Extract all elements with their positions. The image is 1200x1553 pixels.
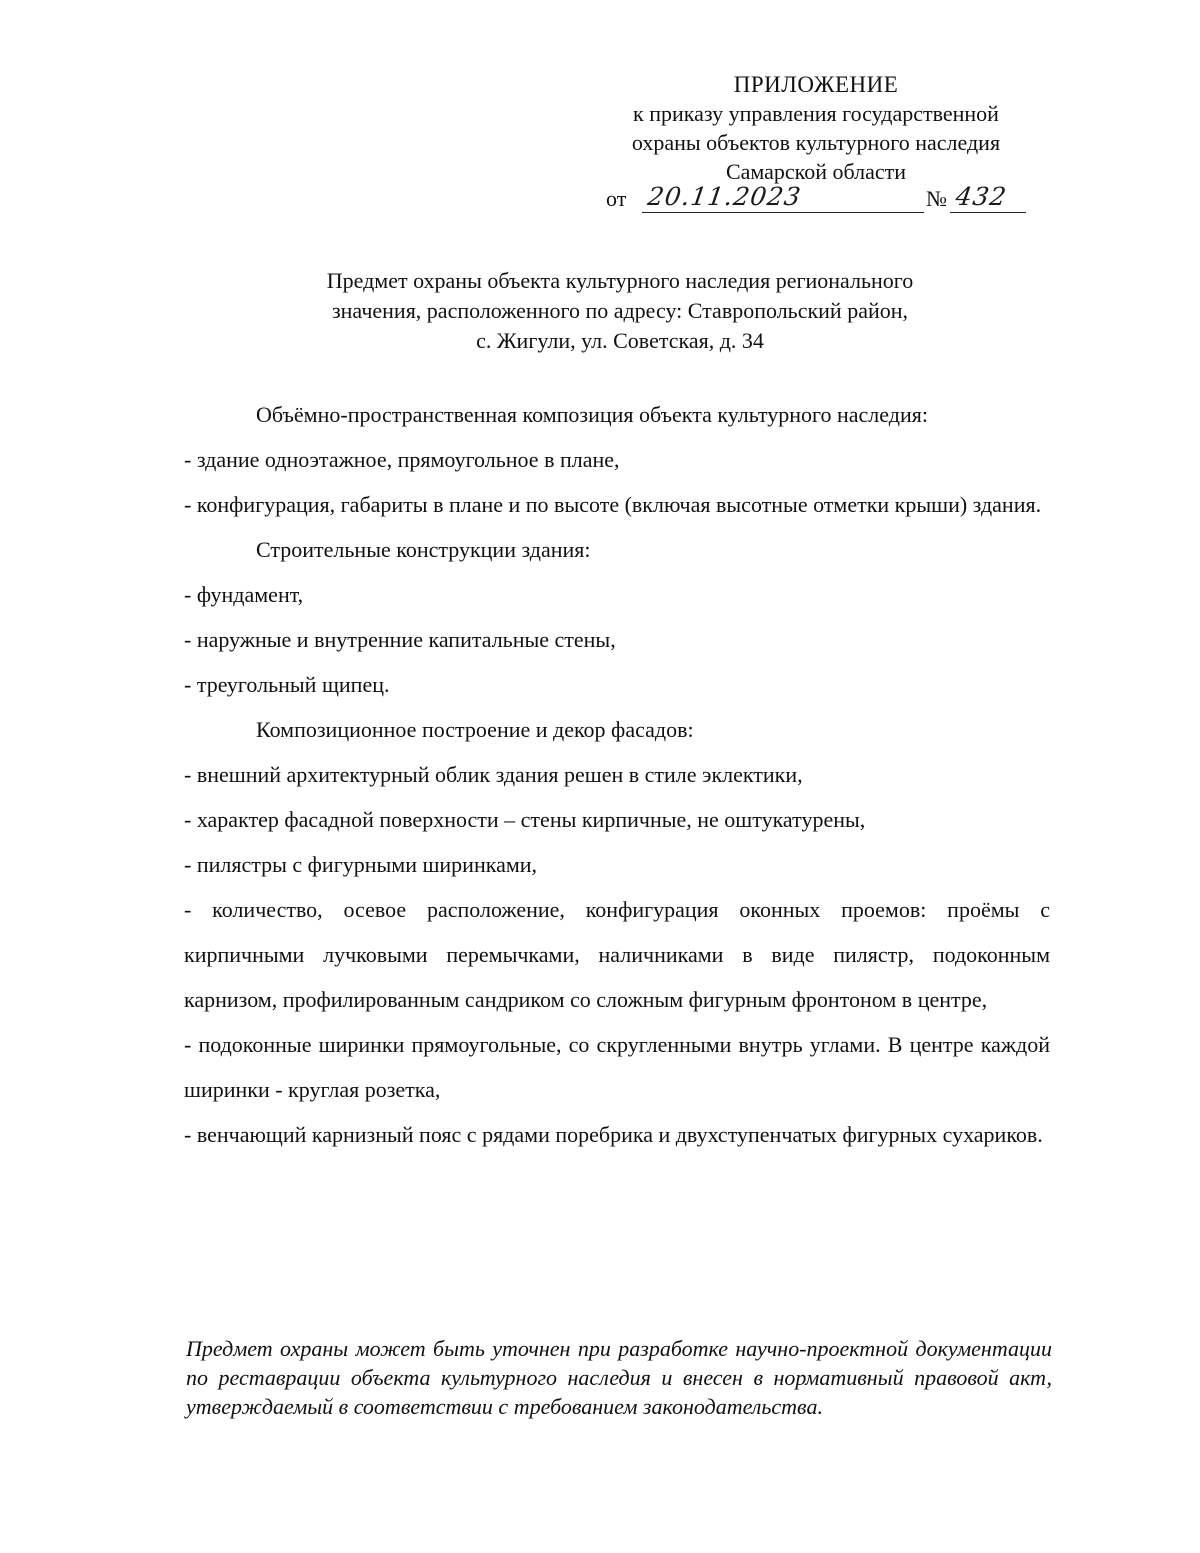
section-title-structures: Строительные конструкции здания: <box>256 537 591 562</box>
section-title-facades: Композиционное построение и декор фасадов: <box>256 717 694 742</box>
list-item: - подоконные ширинки прямоугольные, со скругленными внутрь углами. В центре каждой ширинки - круглая розетка, <box>184 1032 1050 1102</box>
date-prefix: от <box>606 186 627 211</box>
order-date-number <box>604 182 1034 216</box>
section-title-composition: Объёмно-пространственная композиция объекта культурного наследия: <box>256 402 928 427</box>
list-item: - внешний архитектурный облик здания решен в стиле эклектики, <box>184 762 803 787</box>
list-item: - фундамент, <box>184 582 304 607</box>
list-item: - здание одноэтажное, прямоугольное в плане, <box>184 447 620 472</box>
list-item: - венчающий карнизный пояс с рядами поребрика и двухступенчатых фигурных сухариков. <box>184 1122 1043 1147</box>
heading-line-1: Предмет охраны объекта культурного наследия регионального <box>326 268 914 293</box>
list-item: - пилястры с фигурными ширинками, <box>184 852 538 877</box>
list-item: - количество, осевое расположение, конфигурация оконных проемов: проёмы с кирпичными лучковыми перемычками, наличниками в виде пилястр, подоконным карнизом, профилированным сандриком со сложным фигурным фронтоном в центре, <box>184 897 1050 1012</box>
list-item: - наружные и внутренние капитальные стены, <box>184 627 616 652</box>
handwritten-date: 20.11.2023 <box>645 182 804 211</box>
italic-note: Предмет охраны может быть уточнен при разработке научно-проектной документации по реставрации объекта культурного наследия и внесен в нормативный правовой акт, утверждаемый в соответствии с требованием законодательства. <box>186 1336 1052 1419</box>
handwritten-number: 432 <box>953 182 1009 211</box>
number-underline <box>950 212 1026 213</box>
appendix-line-3: Самарской области <box>725 159 907 184</box>
list-item: - конфигурация, габариты в плане и по высоте (включая высотные отметки крыши) здания. <box>184 492 1042 517</box>
appendix-title: ПРИЛОЖЕНИЕ <box>733 72 899 97</box>
document-body <box>184 392 1050 1157</box>
number-prefix: № <box>926 186 947 211</box>
list-item: - характер фасадной поверхности – стены кирпичные, не оштукатурены, <box>184 807 866 832</box>
heading-line-2: значения, расположенного по адресу: Ставропольский район, <box>331 298 909 323</box>
list-item: - треугольный щипец. <box>184 672 390 697</box>
heading-line-3: с. Жигули, ул. Советская, д. 34 <box>476 328 764 353</box>
date-underline <box>642 212 924 213</box>
appendix-line-2: охраны объектов культурного наследия <box>631 130 1001 155</box>
appendix-line-1: к приказу управления государственной <box>633 101 999 126</box>
appendix-header <box>596 70 1036 186</box>
document-heading <box>230 266 1010 356</box>
